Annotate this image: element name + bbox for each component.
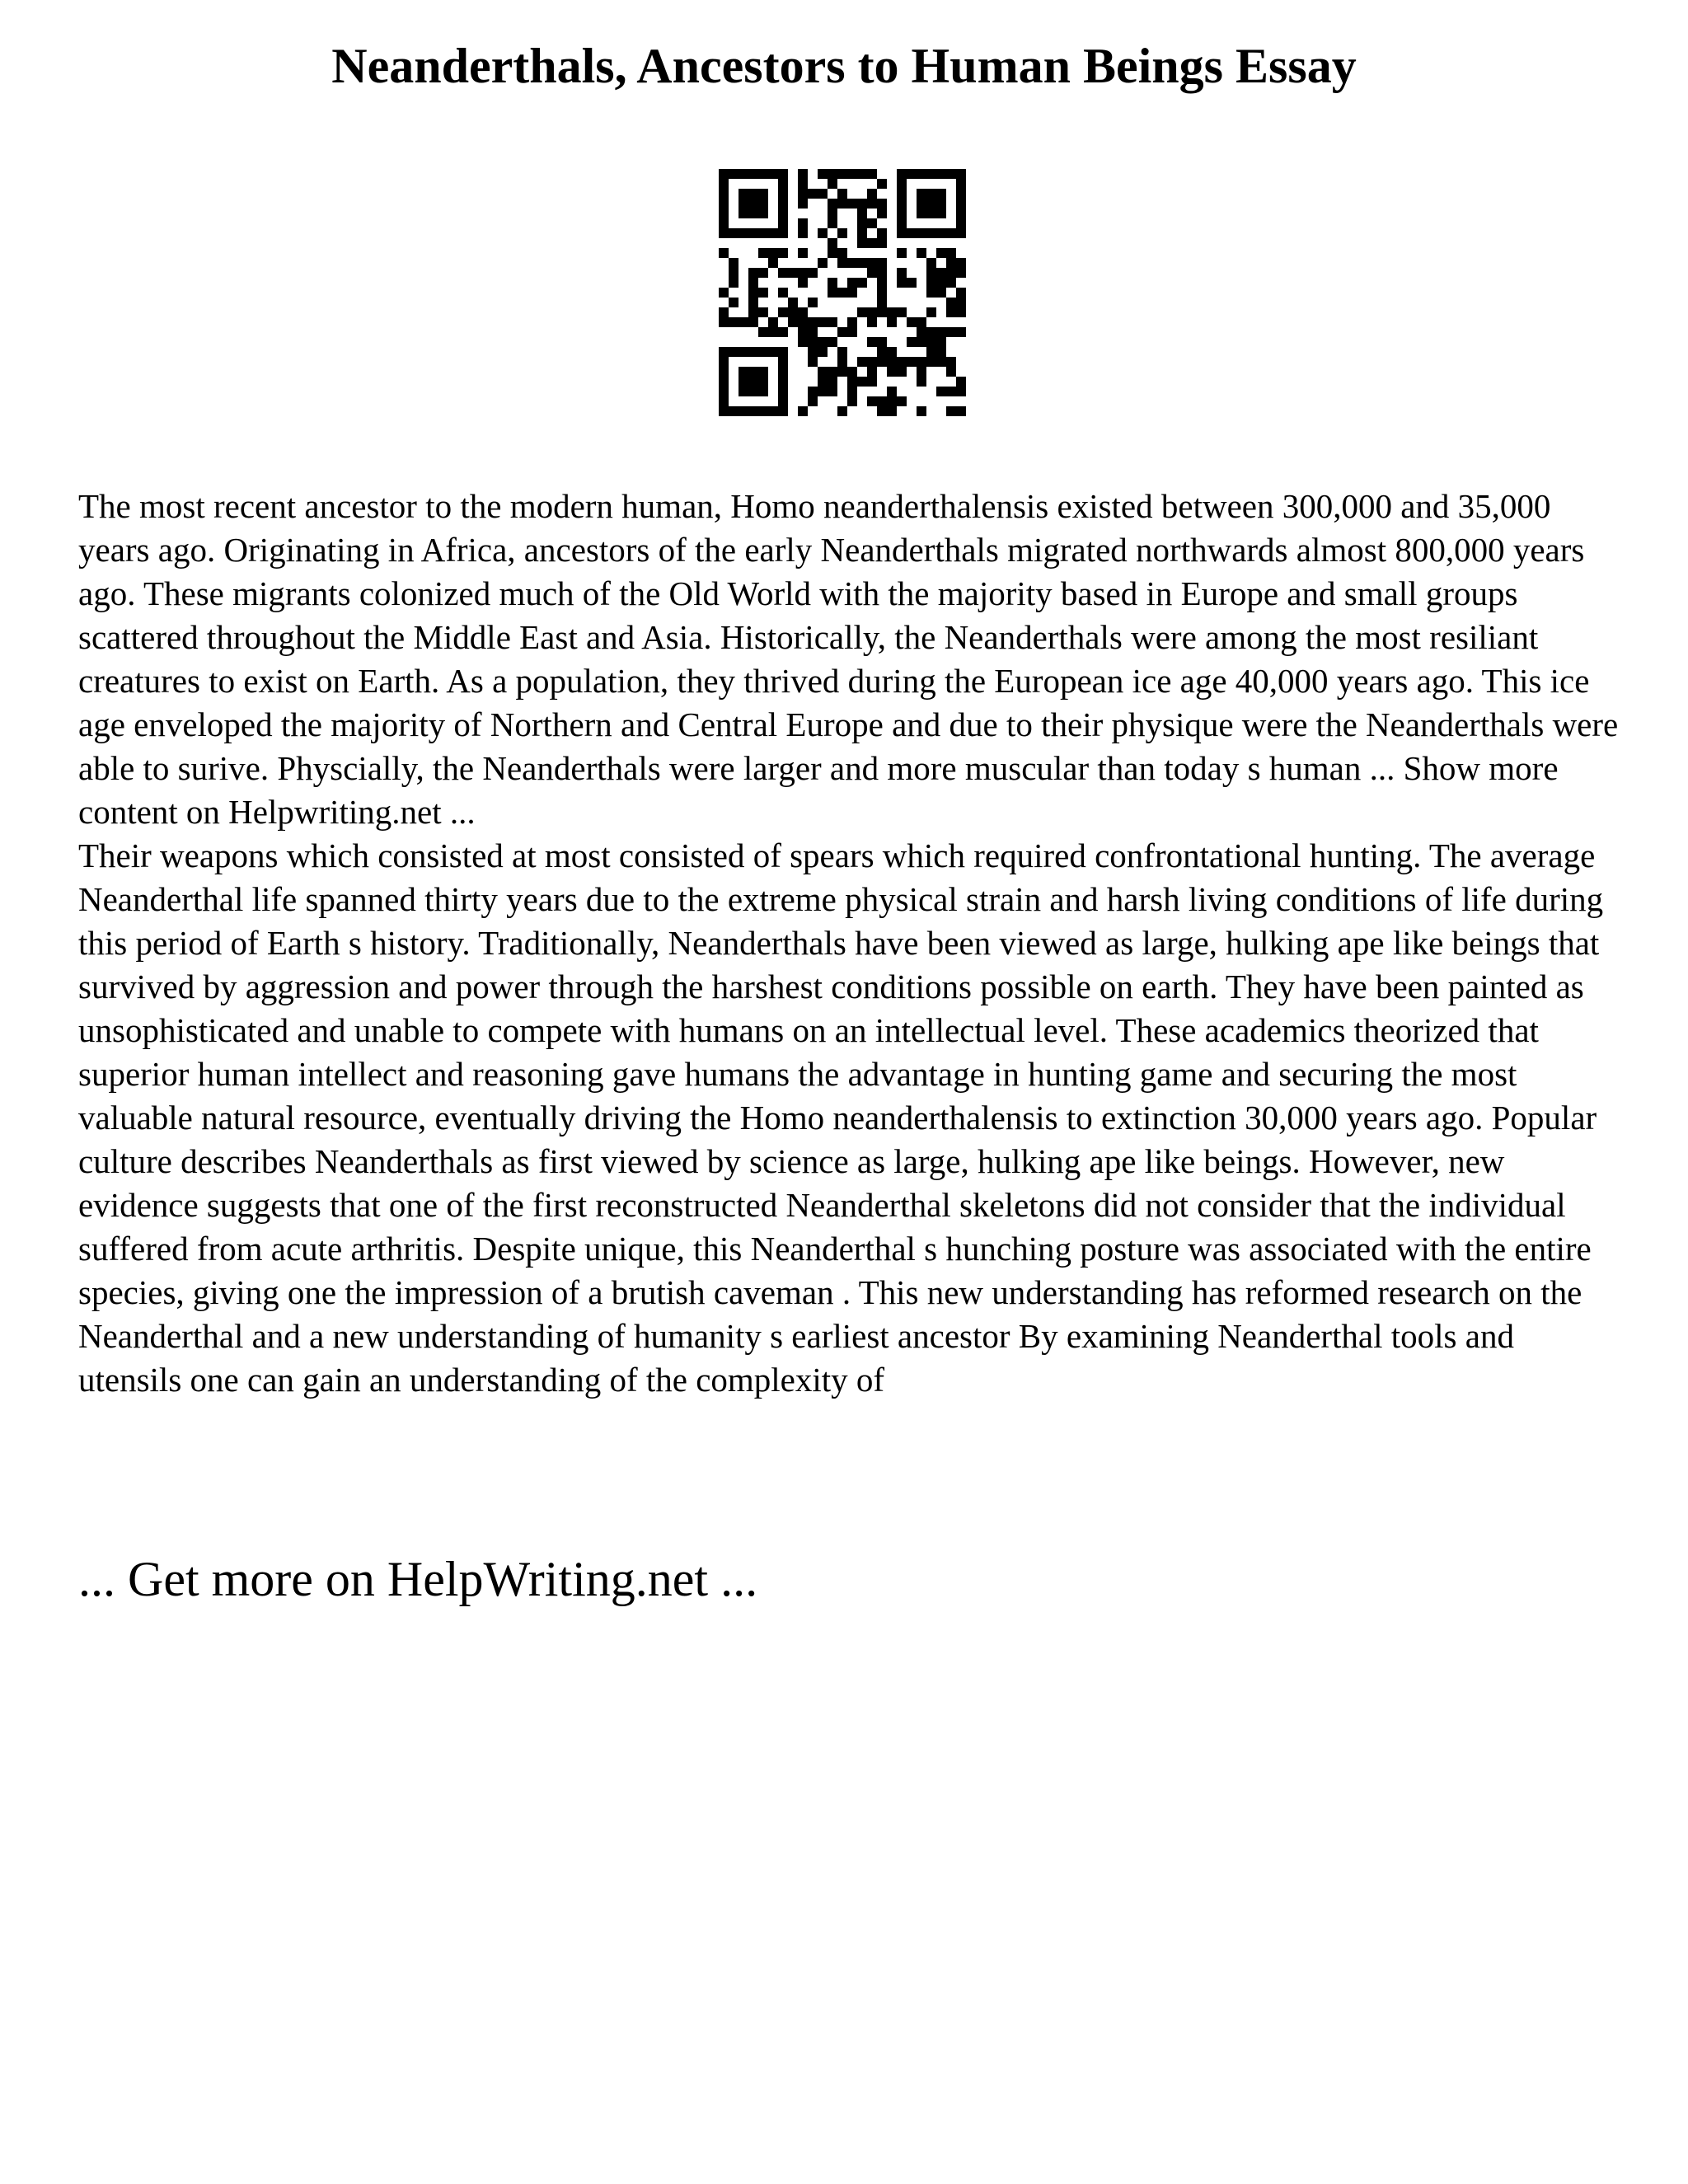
essay-paragraph: Their weapons which consisted at most consisted of spears which required confrontational hunting. The average Neanderthal life spanned thirty years due to the extreme physical strain and harsh living conditions of life during this period of Earth s history. Traditionally, Neanderthals have been viewed as large, hulking ape like beings that survived by aggression and power through the harshest conditions possible on earth. They have been painted as unsophisticated and unable to compete with humans on an intellectual level. These academics theorized that superior human intellect and reasoning gave humans the advantage in hunting game and securing the most valuable natural resource, eventually driving the Homo neanderthalensis to extinction 30,000 years ago. Popular culture describes Neanderthals as first viewed by science as large, hulking ape like beings. However, new evidence suggests that one of the first reconstructed Neanderthal skeletons did not consider that the individual suffered from acute arthritis. Despite unique, this Neanderthal s hunching posture was associated with the entire species, giving one the impression of a brutish caveman . This new understanding has reformed research on the Neanderthal and a new understanding of humanity s earliest ancestor By examining Neanderthal tools and utensils one can gain an understanding of the complexity of (78, 837, 1604, 1399)
qr-code-icon (719, 169, 966, 416)
get-more-link[interactable]: ... Get more on HelpWriting.net ... (78, 1552, 758, 1606)
page-title: Neanderthals, Ancestors to Human Beings Essay (331, 39, 1357, 93)
essay-paragraph: The most recent ancestor to the modern human, Homo neanderthalensis existed between 300,000 and 35,000 years ago. Originating in Africa, ancestors of the early Neanderthals migrated northwards almost 800,000 years ago. These migrants colonized much of the Old World with the majority based in Europe and small groups scattered throughout the Middle East and Asia. Historically, the Neanderthals were among the most resiliant creatures to exist on Earth. As a population, they thrived during the European ice age 40,000 years ago. This ice age enveloped the majority of Northern and Central Europe and due to their physique were the Neanderthals were able to surive. Physcially, the Neanderthals were larger and more muscular than today s human ... Show more content on Helpwriting.net ... (78, 487, 1619, 831)
qr-code[interactable] (719, 169, 966, 416)
essay-body (78, 485, 1620, 1402)
